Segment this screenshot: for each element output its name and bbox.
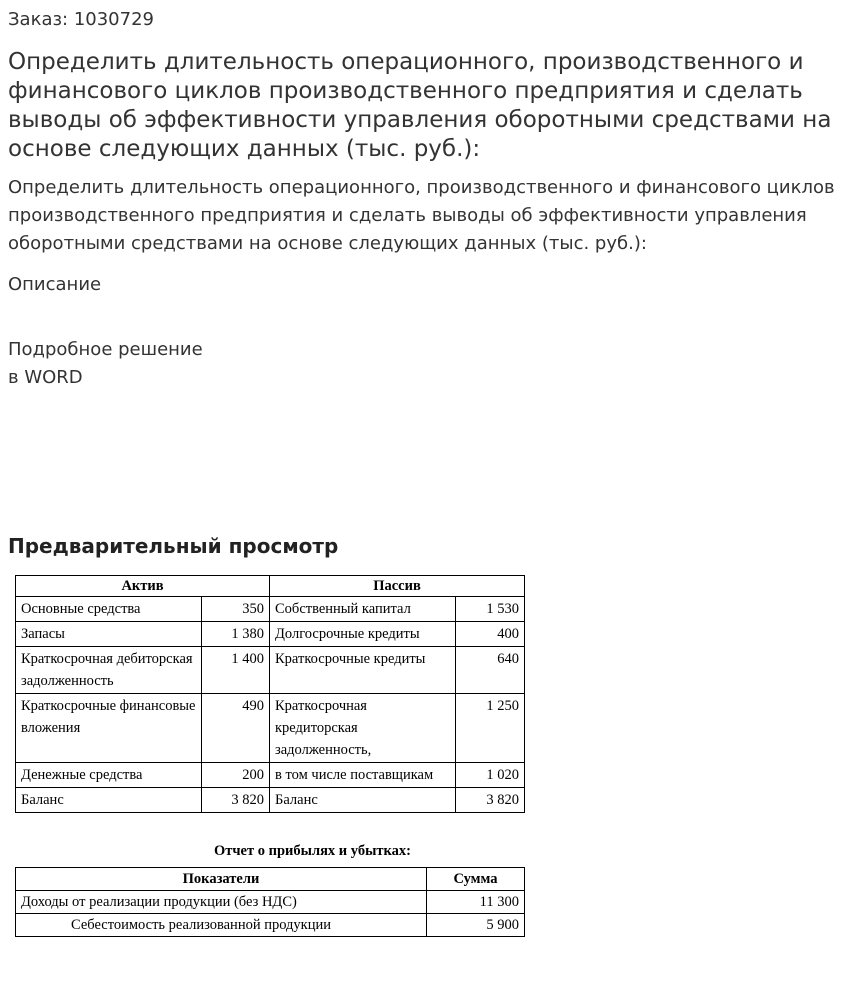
report-indicator: Доходы от реализации продукции (без НДС) xyxy=(16,891,427,914)
liability-name: Краткосрочные кредиты xyxy=(270,647,456,694)
table-row xyxy=(16,622,525,647)
asset-name: Баланс xyxy=(16,788,202,813)
table-row xyxy=(16,763,525,788)
liability-name: в том числе поставщикам xyxy=(270,763,456,788)
preview-document xyxy=(15,575,525,937)
table-row xyxy=(16,694,525,763)
balance-header-row xyxy=(16,576,525,597)
asset-value: 1 400 xyxy=(202,647,270,694)
report-title: Отчет о прибылях и убытках: xyxy=(213,843,412,859)
asset-name: Денежные средства xyxy=(16,763,202,788)
table-row xyxy=(16,788,525,813)
asset-value: 3 820 xyxy=(202,788,270,813)
report-header-amount: Сумма xyxy=(427,868,525,891)
solution-line-2: в WORD xyxy=(8,367,83,388)
preview-heading: Предварительный просмотр xyxy=(8,534,339,558)
liability-name: Собственный капитал xyxy=(270,597,456,622)
table-row xyxy=(16,597,525,622)
liability-value: 1 020 xyxy=(456,763,525,788)
liability-value: 1 530 xyxy=(456,597,525,622)
liability-value: 3 820 xyxy=(456,788,525,813)
asset-value: 350 xyxy=(202,597,270,622)
balance-table xyxy=(15,575,525,813)
order-number: Заказ: 1030729 xyxy=(8,9,154,30)
asset-value: 490 xyxy=(202,694,270,763)
balance-header-assets: Актив xyxy=(16,576,270,597)
asset-value: 1 380 xyxy=(202,622,270,647)
report-header-row xyxy=(16,868,525,891)
liability-value: 640 xyxy=(456,647,525,694)
report-header-indicator: Показатели xyxy=(16,868,427,891)
report-amount: 11 300 xyxy=(427,891,525,914)
asset-value: 200 xyxy=(202,763,270,788)
balance-header-liabilities: Пассив xyxy=(270,576,525,597)
asset-name: Запасы xyxy=(16,622,202,647)
table-row xyxy=(16,914,525,937)
asset-name: Краткосрочные финансовые вложения xyxy=(16,694,202,763)
liability-value: 1 250 xyxy=(456,694,525,763)
description-label: Описание xyxy=(8,274,102,295)
asset-name: Краткосрочная дебиторская задолженность xyxy=(16,647,202,694)
liability-name: Краткосрочная кредиторская задолженность, xyxy=(270,694,456,763)
report-amount: 5 900 xyxy=(427,914,525,937)
liability-name: Баланс xyxy=(270,788,456,813)
income-statement-table xyxy=(15,867,525,937)
solution-note xyxy=(8,336,308,392)
liability-value: 400 xyxy=(456,622,525,647)
page-title: Определить длительность операционного, производственного и финансового циклов производственного предприятия и сделать выводы об эффективности управления оборотными средствами на основе следующих данных (тыс. руб.): xyxy=(8,49,832,162)
liability-name: Долгосрочные кредиты xyxy=(270,622,456,647)
solution-line-1: Подробное решение xyxy=(8,339,203,360)
report-indicator: Себестоимость реализованной продукции xyxy=(16,914,427,937)
table-row xyxy=(16,891,525,914)
asset-name: Основные средства xyxy=(16,597,202,622)
table-row xyxy=(16,647,525,694)
task-description: Определить длительность операционного, производственного и финансового циклов производственного предприятия и сделать выводы об эффективности управления оборотными средствами на основе следующих данных (тыс. руб.): xyxy=(8,177,835,254)
